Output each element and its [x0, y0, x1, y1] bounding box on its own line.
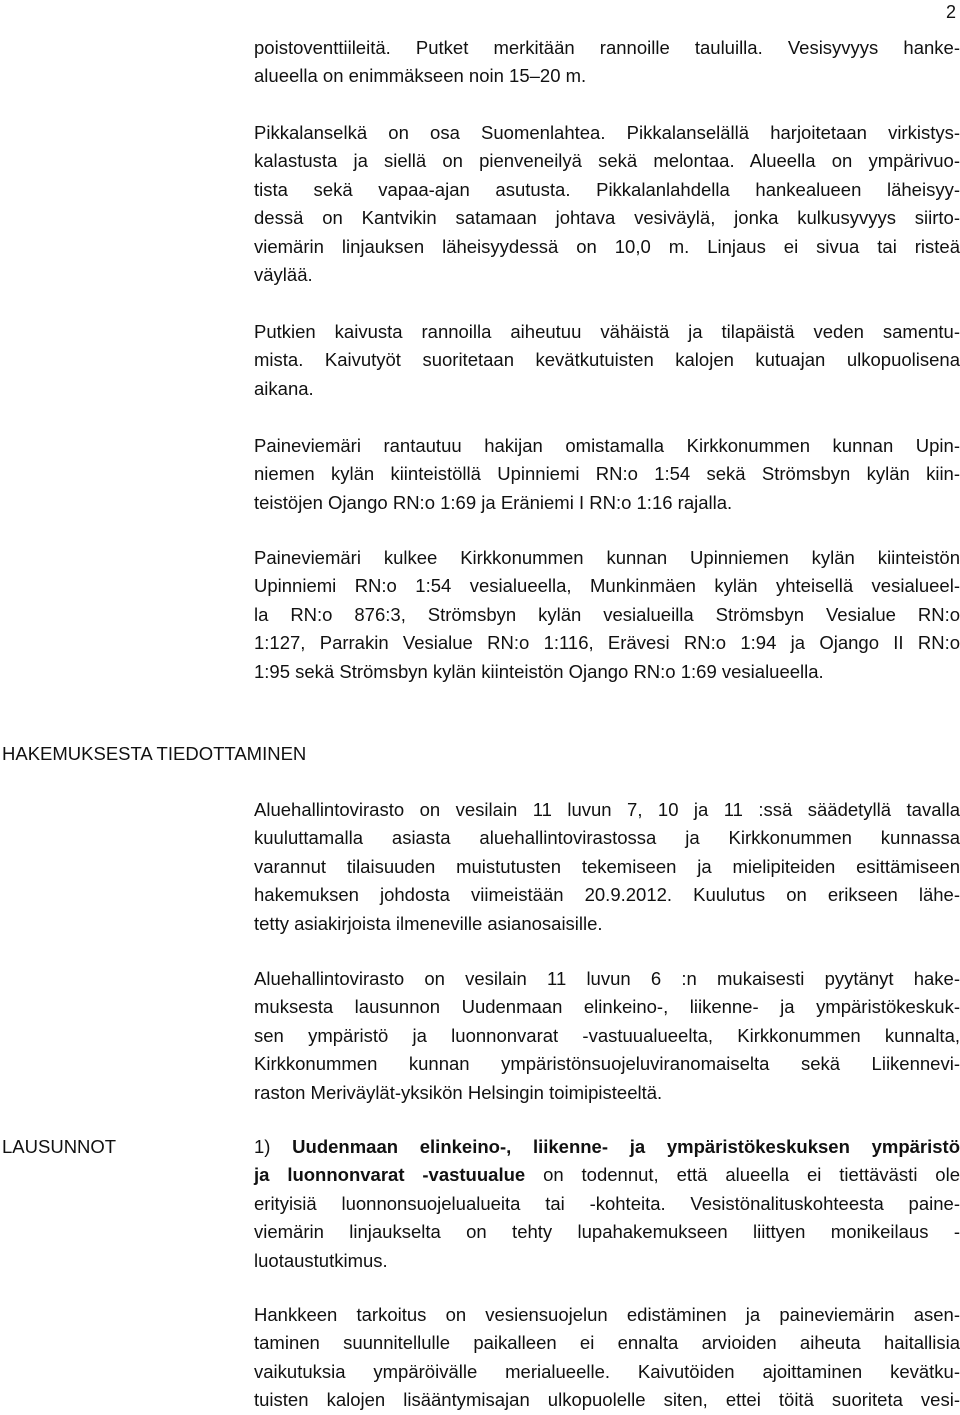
text-line: kalastusta ja siellä on pienveneilyä sekä melontaa. Alueella on ympärivuo- [254, 150, 960, 172]
text-line: hakemuksen johdosta viimeistään 20.9.2012. Kuulutus on erikseen lähe- [254, 884, 960, 906]
text-line: la RN:o 876:3, Strömsbyn kylän vesialueilla Strömsbyn Vesialue RN:o [254, 603, 960, 625]
authority-name-bold: ja luonnonvarat -vastuualue [254, 1164, 526, 1186]
text-line: luotaustutkimus. [254, 1249, 388, 1271]
text-line: muksesta lausunnon Uudenmaan elinkeino-, liikenne- ja ympäristökeskuk- [254, 996, 960, 1018]
text-line: dessä on Kantvikin satamaan johtava vesiväylä, jonka kulkusyvyys siirto- [254, 207, 960, 229]
text-line: vaikutuksia ympäröivälle merialueelle. Kaivutöiden ajoittaminen kevätku- [254, 1360, 960, 1382]
section-heading-lausunnot: LAUSUNNOT [2, 1136, 117, 1157]
text-line: Hankkeen tarkoitus on vesiensuojelun edistäminen ja paineviemärin asen- [254, 1304, 960, 1325]
text-line: raston Meriväylät-yksikön Helsingin toimipisteeltä. [254, 1081, 663, 1103]
paragraph-5 [254, 544, 960, 686]
paragraph-3 [254, 318, 960, 403]
section-heading-hakemus: HAKEMUKSESTA TIEDOTTAMINEN [2, 743, 307, 764]
text-line: Putkien kaivusta rannoilla aiheutuu vähäistä ja tilapäistä veden samentu- [254, 321, 960, 342]
text-line: alueella on enimmäkseen noin 15–20 m. [254, 65, 587, 87]
list-number: 1) [254, 1136, 293, 1157]
text-line [254, 1161, 960, 1189]
text-line: Upinniemi RN:o 1:54 vesialueella, Munkinmäen kylän yhteisellä vesialueel- [254, 575, 960, 597]
text-line: poistoventtiileitä. Putket merkitään rannoille tauluilla. Vesisyvyys hanke- [254, 37, 960, 58]
text-line [254, 1133, 960, 1161]
text-line: varannut tilaisuuden muistutusten tekemiseen ja mielipiteiden esittämiseen [254, 855, 960, 877]
text-line: tuisten kalojen lisääntymisajan ulkopuolelle siten, ettei töitä suoriteta vesi- [254, 1389, 960, 1411]
text-line: Paineviemäri kulkee Kirkkonummen kunnan Upinniemen kylän kiinteistön [254, 547, 960, 568]
hakemus-paragraph-2 [254, 965, 960, 1107]
text-line: viemärin linjaukselta on tehty lupahakemukseen liittyen monikeilaus - [254, 1221, 960, 1243]
hakemus-paragraph-1 [254, 796, 960, 938]
authority-name-bold: Uudenmaan elinkeino-, liikenne- ja ympäristökeskuksen ympäristö [292, 1136, 960, 1157]
page-number: 2 [945, 2, 956, 22]
text-fragment: on todennut, että alueella ei tiettävästi ole [525, 1164, 960, 1186]
text-line: Pikkalanselkä on osa Suomenlahtea. Pikkalanselällä harjoitetaan virkistys- [254, 122, 960, 143]
text-line: niemen kylän kiinteistöllä Upinniemi RN:o 1:54 sekä Strömsbyn kylän kiin- [254, 463, 960, 485]
text-line: erityisiä luonnonsuojelualueita tai -kohteita. Vesistönalituskohteesta paine- [254, 1192, 960, 1214]
text-line: taminen suunnitellulle paikalleen ei ennalta arvioiden aiheuta haitallisia [254, 1332, 960, 1354]
text-line: väylää. [254, 263, 313, 285]
paragraph-1 [254, 34, 960, 91]
text-line: viemärin linjauksen läheisyydessä on 10,0 m. Linjaus ei sivua tai risteä [254, 235, 960, 257]
text-line: tetty asiakirjoista ilmeneville asianosaisille. [254, 912, 603, 934]
lausunnot-paragraph-2 [254, 1301, 960, 1415]
text-line: Aluehallintovirasto on vesilain 11 luvun 7, 10 ja 11 :ssä säädetyllä tavalla [254, 799, 960, 820]
text-line: 1:127, Parrakin Vesialue RN:o 1:116, Erävesi RN:o 1:94 ja Ojango II RN:o [254, 632, 960, 654]
text-line: Aluehallintovirasto on vesilain 11 luvun 6 :n mukaisesti pyytänyt hake- [254, 968, 960, 989]
text-line: 1:95 sekä Strömsbyn kylän kiinteistön Ojango RN:o 1:69 vesialueella. [254, 660, 824, 682]
text-line: tista sekä vapaa-ajan asutusta. Pikkalanlahdella hankealueen läheisyy- [254, 178, 960, 200]
text-line: teistöjen Ojango RN:o 1:69 ja Eräniemi I RN:o 1:16 rajalla. [254, 491, 733, 513]
paragraph-2 [254, 119, 960, 289]
paragraph-4 [254, 432, 960, 517]
text-line: sen ympäristö ja luonnonvarat -vastuualueelta, Kirkkonummen kunnalta, [254, 1024, 960, 1046]
text-line: mista. Kaivutyöt suoritetaan kevätkutuisten kalojen kutuajan ulkopuolisena [254, 349, 960, 371]
text-line: Paineviemäri rantautuu hakijan omistamalla Kirkkonummen kunnan Upin- [254, 435, 960, 456]
text-line: aikana. [254, 377, 314, 399]
text-line: kuuluttamalla asiasta aluehallintovirastossa ja Kirkkonummen kunnassa [254, 827, 960, 849]
lausunnot-paragraph-1 [254, 1133, 960, 1275]
text-line: Kirkkonummen kunnan ympäristönsuojeluviranomaiselta sekä Liikennevi- [254, 1053, 960, 1075]
